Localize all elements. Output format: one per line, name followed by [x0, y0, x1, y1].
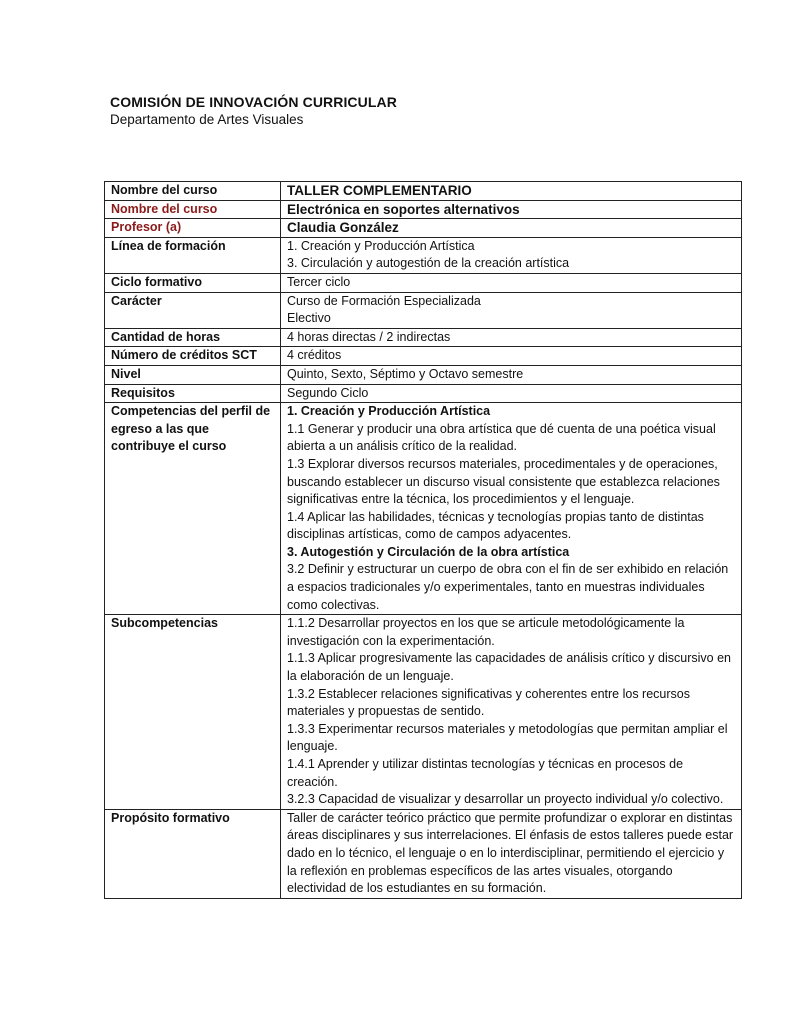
value-competencias: [281, 403, 742, 615]
label-requisitos: Requisitos: [105, 384, 281, 403]
table-row: [105, 328, 742, 347]
value-caracter: [281, 292, 742, 328]
table-row: [105, 182, 742, 201]
label-profesor: Profesor (a): [105, 219, 281, 238]
value-profesor: Claudia González: [281, 219, 742, 238]
value-requisitos: Segundo Ciclo: [281, 384, 742, 403]
label-creditos: Número de créditos SCT: [105, 347, 281, 366]
subcompetencia-item: 1.1.2 Desarrollar proyectos en los que se articule metodológicamente la investigación con la experimentación.: [287, 616, 685, 648]
value-subcompetencias: [281, 615, 742, 810]
table-row: [105, 365, 742, 384]
subcompetencia-item: 1.3.2 Establecer relaciones significativas y coherentes entre los recursos materiales y propuestas de sentido.: [287, 686, 690, 719]
label-ciclo-formativo: Ciclo formativo: [105, 273, 281, 292]
table-row: [105, 292, 742, 328]
table-row: [105, 615, 742, 810]
table-row: [105, 403, 742, 615]
label-competencias: Competencias del perfil de egreso a las que contribuye el curso: [105, 403, 281, 615]
value-linea-formacion: [281, 237, 742, 273]
table-row: [105, 384, 742, 403]
value-course-name: Electrónica en soportes alternativos: [281, 200, 742, 219]
document-title: COMISIÓN DE INNOVACIÓN CURRICULAR: [110, 94, 397, 110]
subcompetencia-item: 1.1.3 Aplicar progresivamente las capacidades de análisis crítico y discursivo en la elaboración de un lenguaje.: [287, 651, 731, 684]
competencia-item: 1.4 Aplicar las habilidades, técnicas y tecnologías propias tanto de distintas disciplinas artísticas, como de campos adyacentes.: [287, 509, 704, 542]
table-row: [105, 347, 742, 366]
competencia-item: 3.2 Definir y estructurar un cuerpo de obra con el fin de ser exhibido en relación a espacios tradicionales y/o experimentales, tanto en muestras individuales como colectivas.: [287, 562, 729, 612]
linea-item: 3. Circulación y autogestión de la creación artística: [287, 256, 570, 271]
value-proposito: Taller de carácter teórico práctico que permite profundizar o explorar en distintas áreas disciplinares y sus interrelaciones. El énfasis de estos talleres puede estar dado en lo técnico, el lenguaje o en lo interdisciplinar, permitiendo el ejercicio y la reflexión en problemas específicos de las artes visuales, otorgando electividad de los estudiantes en su formación.: [281, 809, 742, 898]
value-taller: TALLER COMPLEMENTARIO: [281, 182, 742, 201]
value-cantidad-horas: 4 horas directas / 2 indirectas: [281, 328, 742, 347]
competencia-heading: 1. Creación y Producción Artística: [287, 404, 491, 419]
competencia-heading: 3. Autogestión y Circulación de la obra artística: [287, 544, 570, 559]
table-row: [105, 809, 742, 898]
document-subtitle: Departamento de Artes Visuales: [110, 112, 304, 127]
table-row: [105, 273, 742, 292]
value-ciclo-formativo: Tercer ciclo: [281, 273, 742, 292]
label-cantidad-horas: Cantidad de horas: [105, 328, 281, 347]
label-proposito: Propósito formativo: [105, 809, 281, 898]
table-row: [105, 237, 742, 273]
label-linea-formacion: Línea de formación: [105, 237, 281, 273]
label-nombre-curso: Nombre del curso: [105, 182, 281, 201]
subcompetencia-item: 3.2.3 Capacidad de visualizar y desarrollar un proyecto individual y/o colectivo.: [287, 792, 724, 807]
value-creditos: 4 créditos: [281, 347, 742, 366]
table-row: [105, 219, 742, 238]
table-row: [105, 200, 742, 219]
label-subcompetencias: Subcompetencias: [105, 615, 281, 810]
competencia-item: 1.3 Explorar diversos recursos materiales, procedimentales y de operaciones, buscando establecer un discurso visual consistente que establezca relaciones significativas entre la técnica, los procedimientos y el lenguaje.: [287, 456, 720, 507]
document-header: [110, 93, 397, 129]
subcompetencia-item: 1.4.1 Aprender y utilizar distintas tecnologías y técnicas en procesos de creación.: [287, 757, 684, 789]
caracter-item: Electivo: [287, 311, 331, 326]
label-nombre-curso-2: Nombre del curso: [105, 200, 281, 219]
subcompetencia-item: 1.3.3 Experimentar recursos materiales y metodologías que permitan ampliar el lenguaje.: [287, 721, 728, 754]
value-nivel: Quinto, Sexto, Séptimo y Octavo semestre: [281, 365, 742, 384]
course-info-table: [104, 181, 742, 899]
linea-item: 1. Creación y Producción Artística: [287, 238, 475, 253]
caracter-item: Curso de Formación Especializada: [287, 293, 481, 308]
label-nivel: Nivel: [105, 365, 281, 384]
label-caracter: Carácter: [105, 292, 281, 328]
competencia-item: 1.1 Generar y producir una obra artística que dé cuenta de una poética visual abierta a un análisis crítico de la realidad.: [287, 421, 716, 454]
